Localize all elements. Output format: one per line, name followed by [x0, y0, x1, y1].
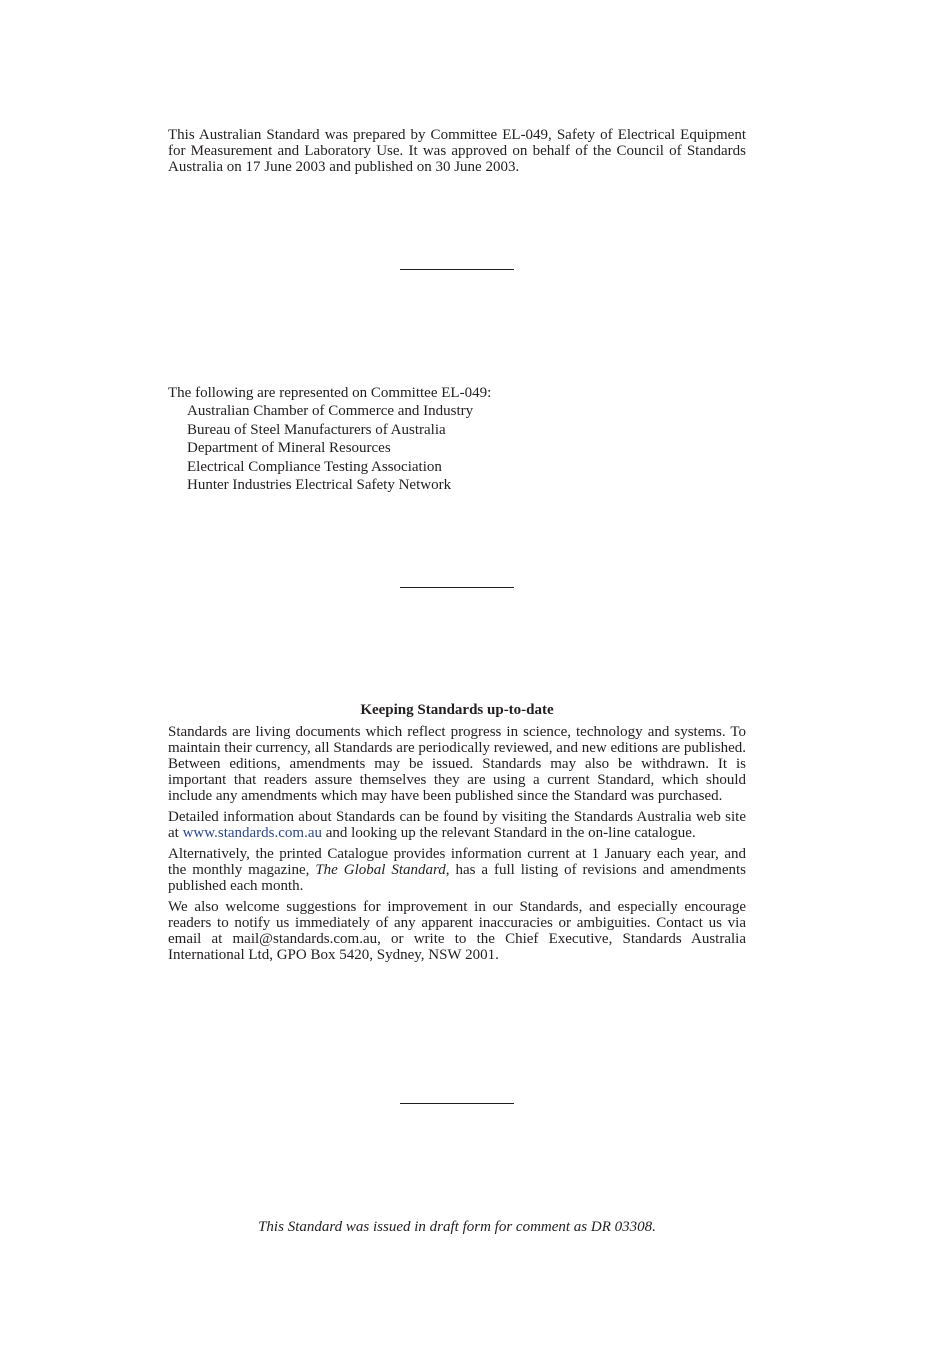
paragraph-web-site	[168, 809, 746, 841]
committee-representation	[168, 384, 746, 494]
committee-member: Department of Mineral Resources	[187, 440, 391, 457]
section-divider	[400, 587, 514, 588]
magazine-title: The Global Standard	[315, 862, 446, 878]
preparation-statement: This Australian Standard was prepared by Committee EL-049, Safety of Electrical Equipment for Measurement and Laboratory Use. It was approved on behalf of the Council of Standards Australia on 17 June 2003 and published on 30 June 2003.	[168, 127, 746, 175]
paragraph-suggestions: We also welcome suggestions for improvement in our Standards, and especially encourage readers to notify us immediately of any apparent inaccuracies or ambiguities. Contact us via email at mail@standards.com.au, or write to the Chief Executive, Standards Australia International Ltd, GPO Box 5420, Sydney, NSW 2001.	[168, 899, 746, 963]
section-heading: Keeping Standards up-to-date	[360, 702, 554, 718]
draft-note: This Standard was issued in draft form for comment as DR 03308.	[258, 1219, 656, 1235]
paragraph-text: Detailed information about Standards can be found by visiting the Standards Australia web site at	[168, 809, 746, 841]
paragraph-text: , has a full listing of revisions and amendments published each month.	[168, 862, 747, 894]
committee-member: Hunter Industries Electrical Safety Network	[187, 477, 452, 494]
paragraph-living-documents: Standards are living documents which reflect progress in science, technology and systems. To maintain their currency, all Standards are periodically reviewed, and new editions are published. Between editions, amendments may be issued. Standards may also be withdrawn. It is important that readers assure themselves they are using a current Standard, which should include any amendments which may have been published since the Standard was purchased.	[168, 724, 746, 804]
committee-member: Australian Chamber of Commerce and Industry	[187, 403, 474, 420]
paragraph-text: and looking up the relevant Standard in the on-line catalogue.	[322, 825, 696, 841]
committee-intro: The following are represented on Committee EL-049:	[168, 385, 492, 401]
committee-member: Bureau of Steel Manufacturers of Australia	[187, 421, 446, 438]
keeping-standards-section	[168, 702, 746, 968]
section-divider	[400, 1103, 514, 1104]
committee-member: Electrical Compliance Testing Association	[187, 458, 442, 475]
paragraph-catalogue	[168, 846, 746, 894]
section-divider	[400, 269, 514, 270]
paragraph-text: Alternatively, the printed Catalogue provides information current at 1 January each year, and the monthly magazine,	[168, 846, 746, 878]
website-link[interactable]: www.standards.com.au	[182, 825, 322, 841]
